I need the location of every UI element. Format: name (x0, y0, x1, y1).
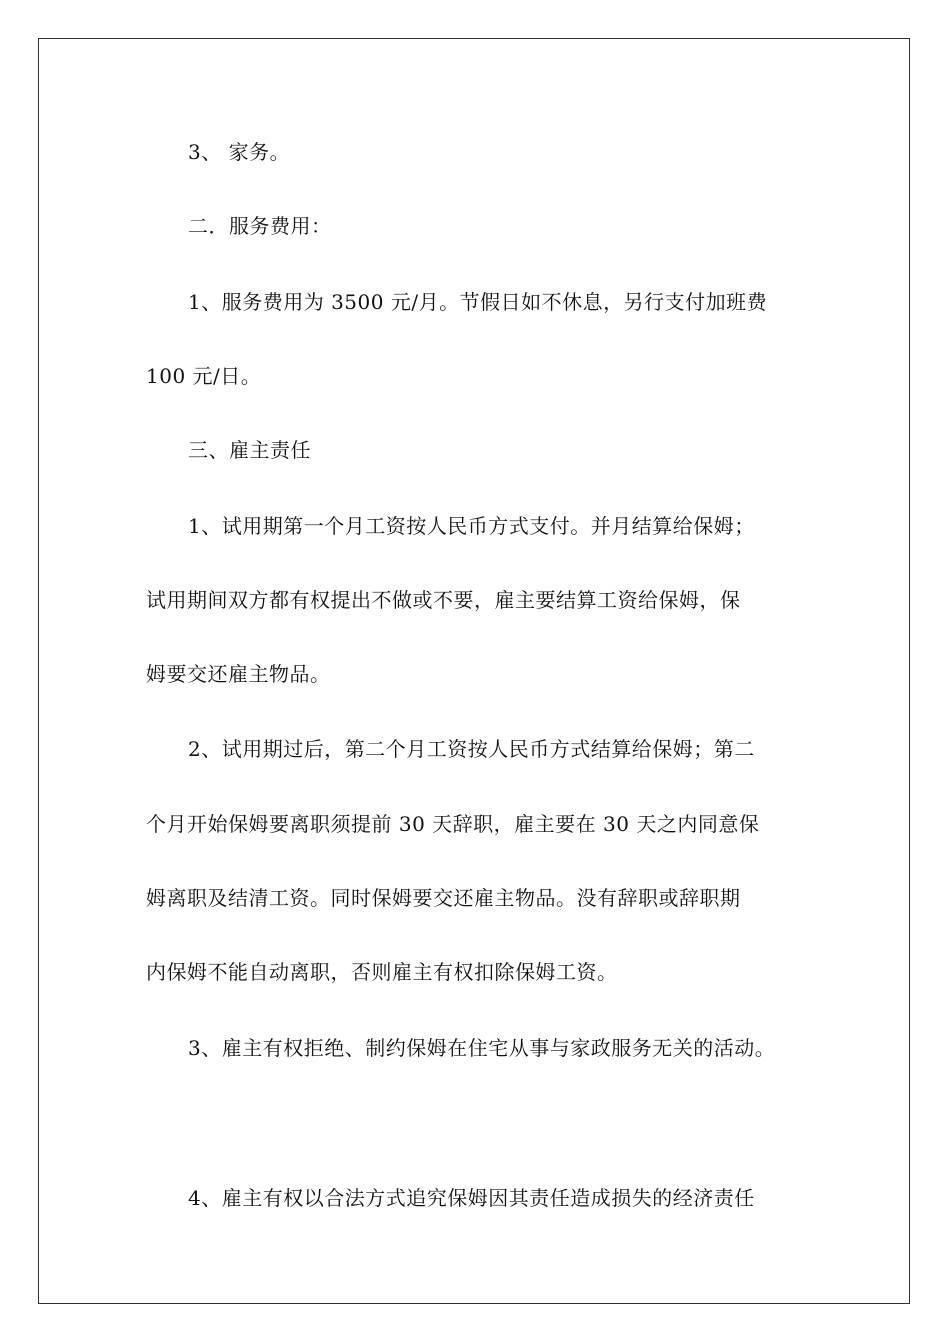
paragraph-line: 1、服务费用为 3500 元/月。节假日如不休息，另行支付加班费 (188, 290, 768, 314)
item-housework: 3、 家务。 (188, 140, 291, 164)
paragraph-line: 100 元/日。 (146, 364, 262, 388)
paragraph-line: 4、雇主有权以合法方式追究保姆因其责任造成损失的经济责任 (188, 1186, 755, 1210)
paragraph-line: 个月开始保姆要离职须提前 30 天辞职，雇主要在 30 天之内同意保 (146, 812, 760, 836)
paragraph-line: 1、试用期第一个月工资按人民币方式支付。并月结算给保姆； (188, 514, 755, 538)
paragraph-line: 姆要交还雇主物品。 (146, 662, 331, 686)
paragraph-line: 2、试用期过后，第二个月工资按人民币方式结算给保姆；第二 (188, 737, 755, 761)
section-heading-service-fee: 二．服务费用： (188, 214, 332, 238)
section-heading-employer-duty: 三、雇主责任 (188, 438, 311, 462)
paragraph-line: 试用期间双方都有权提出不做或不要，雇主要结算工资给保姆，保 (146, 588, 741, 612)
paragraph-line: 3、雇主有权拒绝、制约保姆在住宅从事与家政服务无关的活动。 (188, 1036, 776, 1060)
paragraph-line: 姆离职及结清工资。同时保姆要交还雇主物品。没有辞职或辞职期 (146, 886, 741, 910)
paragraph-line: 内保姆不能自动离职，否则雇主有权扣除保姆工资。 (146, 960, 618, 984)
